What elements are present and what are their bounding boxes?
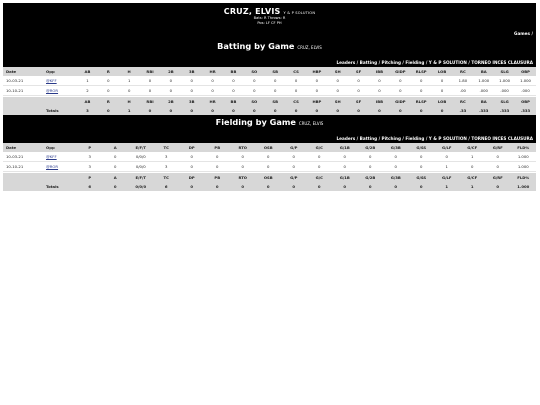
stat-cell: 0 xyxy=(307,152,333,162)
totals-cell: 0 xyxy=(265,106,286,115)
totals-cell: 0 xyxy=(281,182,307,191)
totals-cell: 0 xyxy=(306,106,327,115)
player-title xyxy=(3,3,536,16)
stat-cell: 1 xyxy=(434,162,460,172)
batting-col-header[interactable]: RBI xyxy=(140,97,161,106)
fielding-col-header[interactable]: FLD% xyxy=(511,143,537,152)
batting-col-header[interactable]: RC xyxy=(452,67,473,76)
totals-cell: 0 xyxy=(103,182,129,191)
stat-cell: 0 xyxy=(281,162,307,172)
fielding-col-header[interactable]: G/P xyxy=(281,173,307,182)
opponent-cell[interactable] xyxy=(43,152,77,162)
fielding-col-header[interactable]: G/3B xyxy=(383,173,409,182)
fielding-col-header[interactable]: G/RF xyxy=(485,173,511,182)
fielding-col-header[interactable]: OSB xyxy=(256,143,282,152)
fielding-col-header[interactable]: G/2B xyxy=(358,173,384,182)
stat-cell: 0 xyxy=(230,162,256,172)
stat-cell: 0 xyxy=(98,86,119,96)
batting-col-header[interactable]: CS xyxy=(286,67,307,76)
stat-cell: 0 xyxy=(348,76,369,86)
fielding-col-header[interactable] xyxy=(3,173,43,182)
fielding-subtitle: CRUZ, ELVIS xyxy=(298,121,324,126)
batting-header-row-repeat xyxy=(3,97,536,106)
totals-cell: 0 xyxy=(205,182,231,191)
totals-cell: 0/0/0 xyxy=(128,182,154,191)
fielding-col-header[interactable]: G/CF xyxy=(460,173,486,182)
opponent-link[interactable]: @ROR xyxy=(46,164,59,169)
batting-col-header[interactable]: R xyxy=(98,97,119,106)
stat-cell: 0 xyxy=(103,162,129,172)
stat-cell: 0 xyxy=(409,162,435,172)
stat-cell: 1.000 xyxy=(473,76,494,86)
stat-cell: 0 xyxy=(140,86,161,96)
stat-cell: 0 xyxy=(205,162,231,172)
fielding-col-header[interactable]: G/C xyxy=(307,173,333,182)
totals-cell: 6 xyxy=(77,182,103,191)
opponent-cell[interactable] xyxy=(43,162,77,172)
fielding-table xyxy=(3,143,536,191)
stat-cell: 0 xyxy=(348,86,369,96)
totals-cell: .333 xyxy=(494,106,515,115)
fielding-title-bar xyxy=(3,115,536,135)
fielding-col-header[interactable]: A xyxy=(103,143,129,152)
batting-col-header[interactable]: SH xyxy=(327,67,348,76)
batting-col-header[interactable]: CS xyxy=(286,97,307,106)
stat-cell: 0/0/0 xyxy=(128,162,154,172)
fielding-col-header[interactable]: G/1B xyxy=(332,173,358,182)
positions: Pos: LF CF PH xyxy=(257,20,282,25)
fielding-col-header[interactable]: G/CF xyxy=(460,143,486,152)
batting-col-header[interactable]: SF xyxy=(348,97,369,106)
stat-cell: 3 xyxy=(154,162,180,172)
fielding-col-header[interactable]: A xyxy=(103,173,129,182)
fielding-col-header[interactable]: G/SS xyxy=(409,173,435,182)
stat-cell: 0 xyxy=(181,86,202,96)
batting-header-row xyxy=(3,67,536,76)
fielding-col-header[interactable]: RTO xyxy=(230,173,256,182)
stat-cell: 0 xyxy=(160,86,181,96)
batting-col-header[interactable]: OBP xyxy=(515,67,536,76)
fielding-col-header[interactable]: TC xyxy=(154,173,180,182)
batting-col-header[interactable]: HBP xyxy=(306,97,327,106)
stat-cell: 0 xyxy=(327,76,348,86)
fielding-col-header[interactable]: G/P xyxy=(281,143,307,152)
fielding-col-header[interactable]: TC xyxy=(154,143,180,152)
fielding-header-row-repeat xyxy=(3,173,536,182)
fielding-col-header[interactable]: G/LF xyxy=(434,143,460,152)
batting-table xyxy=(3,67,536,115)
stat-cell: 0 xyxy=(411,76,432,86)
batting-title: Batting by Game xyxy=(217,41,295,51)
fielding-col-header[interactable]: E/F/T xyxy=(128,173,154,182)
stat-cell: 3 xyxy=(77,152,103,162)
batting-col-header[interactable]: R xyxy=(98,67,119,76)
stat-cell: 1 xyxy=(460,152,486,162)
games-link[interactable]: Games / xyxy=(514,31,533,36)
totals-cell: 0 xyxy=(409,182,435,191)
totals-cell: 0 xyxy=(179,182,205,191)
batting-subtitle: CRUZ, ELVIS xyxy=(297,45,322,50)
table-row xyxy=(3,162,536,172)
batting-col-header[interactable]: BB xyxy=(223,67,244,76)
stat-cell: 0 xyxy=(460,162,486,172)
batting-col-header[interactable]: IBB xyxy=(369,67,390,76)
stat-cell: 0 xyxy=(286,86,307,96)
stat-cell: 0 xyxy=(390,76,411,86)
date-cell: 10-03-21 xyxy=(3,76,43,86)
stat-cell: 0 xyxy=(265,86,286,96)
totals-cell: 0 xyxy=(223,106,244,115)
fielding-col-header[interactable]: Opp xyxy=(43,143,77,152)
stat-cell: 0 xyxy=(244,76,265,86)
batting-col-header[interactable]: SB xyxy=(265,67,286,76)
stat-cell: 0 xyxy=(306,76,327,86)
stat-cell: 1.000 xyxy=(494,76,515,86)
batting-col-header[interactable]: SB xyxy=(265,97,286,106)
stat-cell: 0 xyxy=(223,86,244,96)
stat-cell: 0 xyxy=(103,152,129,162)
stat-cell: 0 xyxy=(98,76,119,86)
fielding-col-header[interactable]: DP xyxy=(179,143,205,152)
batting-col-header[interactable]: GIDP xyxy=(390,97,411,106)
date-cell: 10-03-21 xyxy=(3,152,43,162)
stat-cell: 0 xyxy=(369,76,390,86)
stat-cell: 1.000 xyxy=(511,162,537,172)
batting-col-header[interactable]: SO xyxy=(244,67,265,76)
batting-col-header[interactable]: HR xyxy=(202,97,223,106)
totals-cell: .333 xyxy=(515,106,536,115)
stat-cell: 0 xyxy=(383,162,409,172)
totals-cell: 0 xyxy=(202,106,223,115)
fielding-col-header[interactable]: G/RF xyxy=(485,143,511,152)
stat-cell: 0 xyxy=(485,162,511,172)
fielding-col-header[interactable]: G/3B xyxy=(383,143,409,152)
fielding-header-row xyxy=(3,143,536,152)
batting-col-header[interactable]: SLG xyxy=(494,97,515,106)
table-row xyxy=(3,152,536,162)
stat-cell: .000 xyxy=(515,86,536,96)
player-name: CRUZ, ELVIS xyxy=(223,7,281,16)
stat-cell: 0 xyxy=(432,76,453,86)
stat-cell: 0 xyxy=(179,162,205,172)
batting-nav[interactable]: Leaders / Batting / Pitching / Fielding / Y & P SOLUTION / TORNEO INCES CLAUSURA xyxy=(3,59,536,67)
stat-cell: 0 xyxy=(485,152,511,162)
stat-cell: 0 xyxy=(119,86,140,96)
batting-col-header[interactable]: SH xyxy=(327,97,348,106)
fielding-col-header[interactable]: P xyxy=(77,143,103,152)
totals-cell: 0 xyxy=(181,106,202,115)
fielding-col-header[interactable]: G/SS xyxy=(409,143,435,152)
batting-col-header[interactable]: AB xyxy=(77,97,98,106)
fielding-col-header[interactable]: RTO xyxy=(230,143,256,152)
totals-cell: 0 xyxy=(432,106,453,115)
batting-col-header[interactable]: RC xyxy=(452,97,473,106)
batting-col-header[interactable]: GIDP xyxy=(390,67,411,76)
batting-col-header[interactable]: LOB xyxy=(432,97,453,106)
stat-cell: 0 xyxy=(202,86,223,96)
batting-col-header[interactable]: H xyxy=(119,97,140,106)
totals-cell: 0 xyxy=(411,106,432,115)
batting-col-header[interactable]: SF xyxy=(348,67,369,76)
stat-cell: 0 xyxy=(411,86,432,96)
totals-cell xyxy=(3,182,43,191)
batting-col-header[interactable]: AB xyxy=(77,67,98,76)
totals-cell: 0 xyxy=(332,182,358,191)
stat-cell: 1.000 xyxy=(511,152,537,162)
opponent-link[interactable]: @ROR xyxy=(46,88,59,93)
totals-cell: 0 xyxy=(256,182,282,191)
opponent-link[interactable]: @KFF xyxy=(46,154,57,159)
stat-cell: 3 xyxy=(154,152,180,162)
table-row xyxy=(3,86,536,96)
fielding-col-header[interactable]: FLD% xyxy=(511,173,537,182)
page xyxy=(3,3,536,191)
fielding-totals-row xyxy=(3,182,536,191)
stat-cell: 0 xyxy=(244,86,265,96)
totals-cell: 0 xyxy=(383,182,409,191)
stat-cell: 0 xyxy=(281,152,307,162)
stat-cell: 0/0/0 xyxy=(128,152,154,162)
totals-cell: 0 xyxy=(485,182,511,191)
stat-cell: 0 xyxy=(358,152,384,162)
stat-cell: 0 xyxy=(332,152,358,162)
stat-cell: 0 xyxy=(181,76,202,86)
totals-cell: 1.000 xyxy=(511,182,537,191)
fielding-col-header[interactable]: G/LF xyxy=(434,173,460,182)
fielding-col-header[interactable]: PB xyxy=(205,143,231,152)
fielding-col-header[interactable] xyxy=(43,173,77,182)
batting-col-header[interactable] xyxy=(3,97,43,106)
totals-cell: 0 xyxy=(286,106,307,115)
bats-throws: Bats: R Throws: R xyxy=(253,16,286,20)
batting-col-header[interactable]: H xyxy=(119,67,140,76)
stat-cell: 0 xyxy=(140,76,161,86)
stat-cell: 3 xyxy=(77,162,103,172)
date-cell: 10-10-21 xyxy=(3,162,43,172)
player-team: Y & P SOLUTION xyxy=(283,11,316,15)
totals-cell: 0 xyxy=(160,106,181,115)
stat-cell: 0 xyxy=(390,86,411,96)
player-header xyxy=(3,3,536,39)
stat-cell: .000 xyxy=(473,86,494,96)
totals-cell: 0 xyxy=(140,106,161,115)
totals-cell xyxy=(3,106,43,115)
totals-cell: 0 xyxy=(244,106,265,115)
totals-cell: 0 xyxy=(390,106,411,115)
stat-cell: 1.000 xyxy=(515,76,536,86)
table-row xyxy=(3,76,536,86)
batting-col-header[interactable]: BB xyxy=(223,97,244,106)
totals-cell: 0 xyxy=(307,182,333,191)
totals-cell: 1 xyxy=(434,182,460,191)
fielding-col-header[interactable]: G/1B xyxy=(332,143,358,152)
stat-cell: 0 xyxy=(409,152,435,162)
stat-cell: 0 xyxy=(223,76,244,86)
totals-cell: 0 xyxy=(230,182,256,191)
batting-col-header[interactable]: IBB xyxy=(369,97,390,106)
stat-cell: 0 xyxy=(327,86,348,96)
stat-cell: 1.80 xyxy=(452,76,473,86)
totals-cell: 0 xyxy=(369,106,390,115)
fielding-nav[interactable]: Leaders / Batting / Pitching / Fielding / Y & P SOLUTION / TORNEO INCES CLAUSURA xyxy=(3,135,536,143)
stat-cell: 1 xyxy=(119,76,140,86)
batting-col-header[interactable]: Opp xyxy=(43,67,77,76)
batting-title-bar xyxy=(3,39,536,59)
batting-col-header[interactable]: HR xyxy=(202,67,223,76)
stat-cell: 0 xyxy=(160,76,181,86)
stat-cell: 0 xyxy=(179,152,205,162)
fielding-col-header[interactable]: DP xyxy=(179,173,205,182)
batting-col-header[interactable]: LOB xyxy=(432,67,453,76)
fielding-col-header[interactable]: G/2B xyxy=(358,143,384,152)
stat-cell: 0 xyxy=(265,76,286,86)
batting-col-header[interactable]: BA xyxy=(473,97,494,106)
batting-col-header[interactable]: RLSP xyxy=(411,97,432,106)
fielding-title: Fielding by Game xyxy=(215,117,296,127)
fielding-col-header[interactable]: PB xyxy=(205,173,231,182)
batting-col-header[interactable]: Date xyxy=(3,67,43,76)
fielding-col-header[interactable]: G/C xyxy=(307,143,333,152)
stat-cell: 0 xyxy=(256,162,282,172)
totals-cell: .333 xyxy=(473,106,494,115)
totals-label: Totals xyxy=(43,182,77,191)
stat-cell: 0 xyxy=(256,152,282,162)
opponent-cell[interactable] xyxy=(43,76,77,86)
totals-cell: 1 xyxy=(119,106,140,115)
stat-cell: .000 xyxy=(494,86,515,96)
batting-col-header[interactable]: 2B xyxy=(160,97,181,106)
stat-cell: 1 xyxy=(77,76,98,86)
totals-label: Totals xyxy=(43,106,77,115)
batting-col-header[interactable]: RBI xyxy=(140,67,161,76)
batting-col-header[interactable]: OBP xyxy=(515,97,536,106)
totals-cell: 3 xyxy=(77,106,98,115)
batting-col-header[interactable]: 2B xyxy=(160,67,181,76)
fielding-col-header[interactable]: OSB xyxy=(256,173,282,182)
stat-cell: 0 xyxy=(383,152,409,162)
stat-cell: 0 xyxy=(286,76,307,86)
totals-cell: 1 xyxy=(460,182,486,191)
totals-cell: 0 xyxy=(348,106,369,115)
stat-cell: 0 xyxy=(434,152,460,162)
stat-cell: 0 xyxy=(307,162,333,172)
totals-cell: .33 xyxy=(452,106,473,115)
date-cell: 10-10-21 xyxy=(3,86,43,96)
opponent-link[interactable]: @KFF xyxy=(46,78,57,83)
opponent-cell[interactable] xyxy=(43,86,77,96)
batting-col-header[interactable]: 3B xyxy=(181,67,202,76)
stat-cell: 0 xyxy=(205,152,231,162)
stat-cell: 0 xyxy=(202,76,223,86)
batting-col-header[interactable]: SO xyxy=(244,97,265,106)
totals-cell: 0 xyxy=(358,182,384,191)
stat-cell: 0 xyxy=(369,86,390,96)
totals-cell: 0 xyxy=(327,106,348,115)
batting-col-header[interactable]: BA xyxy=(473,67,494,76)
stat-cell: .00 xyxy=(452,86,473,96)
stat-cell: 0 xyxy=(306,86,327,96)
stat-cell: 0 xyxy=(432,86,453,96)
batting-col-header[interactable]: SLG xyxy=(494,67,515,76)
fielding-col-header[interactable]: P xyxy=(77,173,103,182)
batting-col-header[interactable]: 3B xyxy=(181,97,202,106)
stat-cell: 0 xyxy=(358,162,384,172)
stat-cell: 2 xyxy=(77,86,98,96)
batting-col-header[interactable]: HBP xyxy=(306,67,327,76)
stat-cell: 0 xyxy=(230,152,256,162)
batting-col-header[interactable] xyxy=(43,97,77,106)
batting-totals-row xyxy=(3,106,536,115)
fielding-col-header[interactable]: E/F/T xyxy=(128,143,154,152)
totals-cell: 6 xyxy=(154,182,180,191)
stat-cell: 0 xyxy=(332,162,358,172)
batting-col-header[interactable]: RLSP xyxy=(411,67,432,76)
totals-cell: 0 xyxy=(98,106,119,115)
fielding-col-header[interactable]: Date xyxy=(3,143,43,152)
